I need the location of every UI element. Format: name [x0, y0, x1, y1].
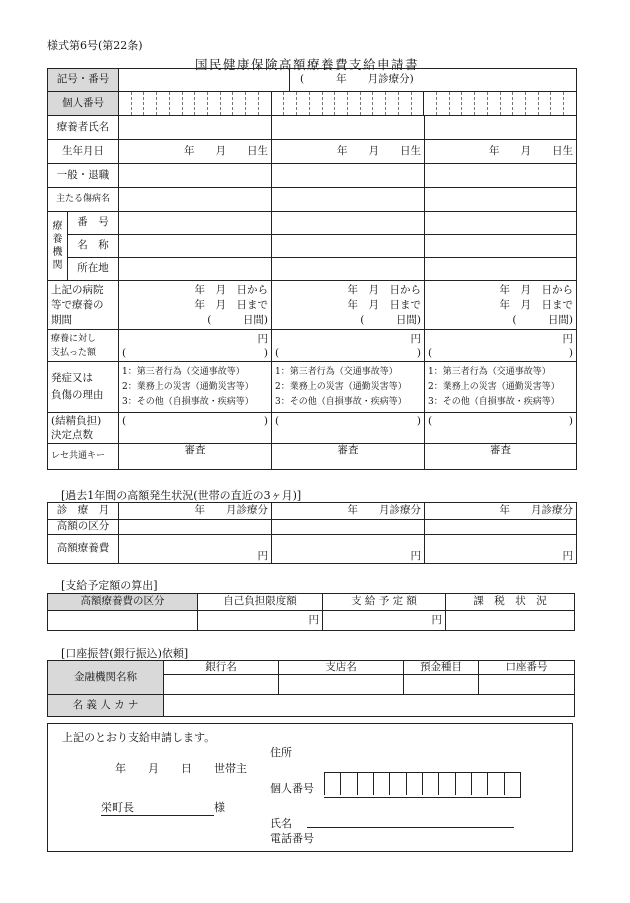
general-retired-label: 一般・退職	[48, 164, 119, 188]
amount-paid-1[interactable]: 円 ( )	[119, 330, 272, 362]
declaration-text: 上記のとおり支給申請します。	[62, 731, 216, 744]
individual-number-field[interactable]	[119, 92, 577, 116]
calc-header-tax: 課 税 状 況	[446, 594, 575, 611]
facility-name-field-3[interactable]	[425, 235, 577, 258]
past-month-label: 診 療 月	[48, 503, 119, 520]
disease-name-field-3[interactable]	[425, 188, 577, 212]
general-retired-field-2[interactable]	[272, 164, 425, 188]
bank-name-header: 銀行名	[164, 661, 279, 675]
main-table	[47, 68, 577, 470]
past-class-3[interactable]	[425, 520, 577, 535]
calc-tax-field[interactable]	[446, 611, 575, 631]
birth-date-1[interactable]: 年 月 日生	[119, 140, 272, 164]
review-1[interactable]: 審査	[119, 444, 272, 470]
calc-amount-field[interactable]: 円	[323, 611, 446, 631]
decided-points-2[interactable]: ( )	[272, 413, 425, 444]
deposit-type-header: 預金種目	[404, 661, 479, 675]
birth-date-2[interactable]: 年 月 日生	[272, 140, 425, 164]
past-cost-2[interactable]: 円	[272, 535, 425, 564]
form-number: 様式第6号(第22条)	[47, 39, 143, 52]
past-month-2[interactable]: 年 月診療分	[272, 503, 425, 520]
honorific: 様	[214, 801, 225, 814]
cause-options-2[interactable]: 1：第三者行為（交通事故等） 2：業務上の災害（通勤災害等） 3：その他（自損事故・疾病等）	[272, 362, 425, 413]
general-retired-field-1[interactable]	[119, 164, 272, 188]
calc-table	[47, 593, 575, 631]
facility-name-field-2[interactable]	[272, 235, 425, 258]
treatment-period-3[interactable]: 年 月 日から 年 月 日まで ( 日間)	[425, 281, 577, 330]
treatment-period-1[interactable]: 年 月 日から 年 月 日まで ( 日間)	[119, 281, 272, 330]
disease-name-field-1[interactable]	[119, 188, 272, 212]
treatment-month: ( 年 月診療分)	[300, 73, 414, 86]
record-number-field[interactable]	[119, 69, 290, 91]
birth-date-label: 生年月日	[48, 140, 119, 164]
treatment-period-2[interactable]: 年 月 日から 年 月 日まで ( 日間)	[272, 281, 425, 330]
birth-date-3[interactable]: 年 月 日生	[425, 140, 577, 164]
account-number-field[interactable]	[479, 675, 575, 695]
bank-section-title: [口座振替(銀行振込)依頼]	[61, 647, 189, 660]
facility-address-field-3[interactable]	[425, 258, 577, 281]
decided-points-1[interactable]: ( )	[119, 413, 272, 444]
calc-header-limit: 自己負担限度額	[198, 594, 323, 611]
past-table	[47, 502, 577, 564]
facility-group-label: 療養機関	[48, 212, 68, 281]
facility-name-field-1[interactable]	[119, 235, 272, 258]
review-2[interactable]: 審査	[272, 444, 425, 470]
bank-table	[47, 660, 575, 717]
mayor-title: 栄町長	[101, 799, 214, 816]
decided-points-label: (結精負担) 決定点数	[48, 413, 119, 444]
past-section-title: [過去1年間の高額発生状況(世帯の直近の3ヶ月)]	[61, 489, 302, 502]
facility-number-field-1[interactable]	[119, 212, 272, 235]
facility-address-field-1[interactable]	[119, 258, 272, 281]
past-class-2[interactable]	[272, 520, 425, 535]
individual-number-label: 個人番号	[48, 92, 119, 116]
facility-number-field-2[interactable]	[272, 212, 425, 235]
patient-name-field-2[interactable]	[272, 116, 425, 140]
cause-options-1[interactable]: 1：第三者行為（交通事故等） 2：業務上の災害（通勤災害等） 3：その他（自損事故・疾病等）	[119, 362, 272, 413]
patient-name-label: 療養者氏名	[48, 116, 119, 140]
form-title: 国民健康保険高額療養費支給申請書	[195, 57, 420, 72]
disease-name-label: 主たる傷病名	[48, 188, 119, 212]
calc-header-amount: 支 給 予 定 額	[323, 594, 446, 611]
treatment-period-label: 上記の病院 等で療養の 期間	[48, 281, 119, 330]
amount-paid-3[interactable]: 円 ( )	[425, 330, 577, 362]
address-label: 住所	[270, 746, 292, 759]
signature-box	[47, 723, 573, 852]
cause-options-3[interactable]: 1：第三者行為（交通事故等） 2：業務上の災害（通勤災害等） 3：その他（自損事故・疾病等）	[425, 362, 577, 413]
branch-name-field[interactable]	[279, 675, 404, 695]
branch-name-header: 支店名	[279, 661, 404, 675]
patient-name-field-3[interactable]	[425, 116, 577, 140]
decided-points-3[interactable]: ( )	[425, 413, 577, 444]
account-holder-kana-label: 名 義 人 カ ナ	[48, 695, 164, 717]
applicant-individual-number-label: 個人番号	[270, 782, 314, 795]
rese-key-label: レセ共通キー	[48, 444, 119, 470]
bank-name-field[interactable]	[164, 675, 279, 695]
applicant-name-line[interactable]	[307, 827, 514, 828]
mayor-addressee	[101, 799, 225, 816]
deposit-type-field[interactable]	[404, 675, 479, 695]
past-month-3[interactable]: 年 月診療分	[425, 503, 577, 520]
calc-class-field[interactable]	[48, 611, 198, 631]
facility-number-field-3[interactable]	[425, 212, 577, 235]
facility-address-label: 所在地	[68, 258, 119, 281]
facility-name-label: 名 称	[68, 235, 119, 258]
facility-address-field-2[interactable]	[272, 258, 425, 281]
account-number-header: 口座番号	[479, 661, 575, 675]
record-number-row	[119, 69, 577, 92]
past-cost-3[interactable]: 円	[425, 535, 577, 564]
phone-label: 電話番号	[270, 832, 314, 845]
applicant-individual-number-boxes[interactable]	[324, 772, 521, 798]
record-number-label: 記号・番号	[48, 69, 119, 92]
facility-number-label: 番 号	[68, 212, 119, 235]
patient-name-field-1[interactable]	[119, 116, 272, 140]
amount-paid-2[interactable]: 円 ( )	[272, 330, 425, 362]
past-month-1[interactable]: 年 月診療分	[119, 503, 272, 520]
calc-header-class: 高額療養費の区分	[48, 594, 198, 611]
account-holder-kana-field[interactable]	[164, 695, 575, 717]
amount-paid-label: 療養に対し 支払った額	[48, 330, 119, 362]
calc-section-title: [支給予定額の算出]	[61, 579, 158, 592]
cause-label: 発症又は 負傷の理由	[48, 362, 119, 413]
disease-name-field-2[interactable]	[272, 188, 425, 212]
institution-label: 金融機関名称	[48, 661, 164, 695]
application-date[interactable]: 年 月 日 世帯主	[115, 762, 247, 775]
applicant-name-label: 氏名	[270, 817, 292, 830]
general-retired-field-3[interactable]	[425, 164, 577, 188]
past-cost-label: 高額療養費	[48, 535, 119, 564]
past-class-1[interactable]	[119, 520, 272, 535]
past-cost-1[interactable]: 円	[119, 535, 272, 564]
calc-limit-field[interactable]: 円	[198, 611, 323, 631]
past-class-label: 高額の区分	[48, 520, 119, 535]
review-3[interactable]: 審査	[425, 444, 577, 470]
